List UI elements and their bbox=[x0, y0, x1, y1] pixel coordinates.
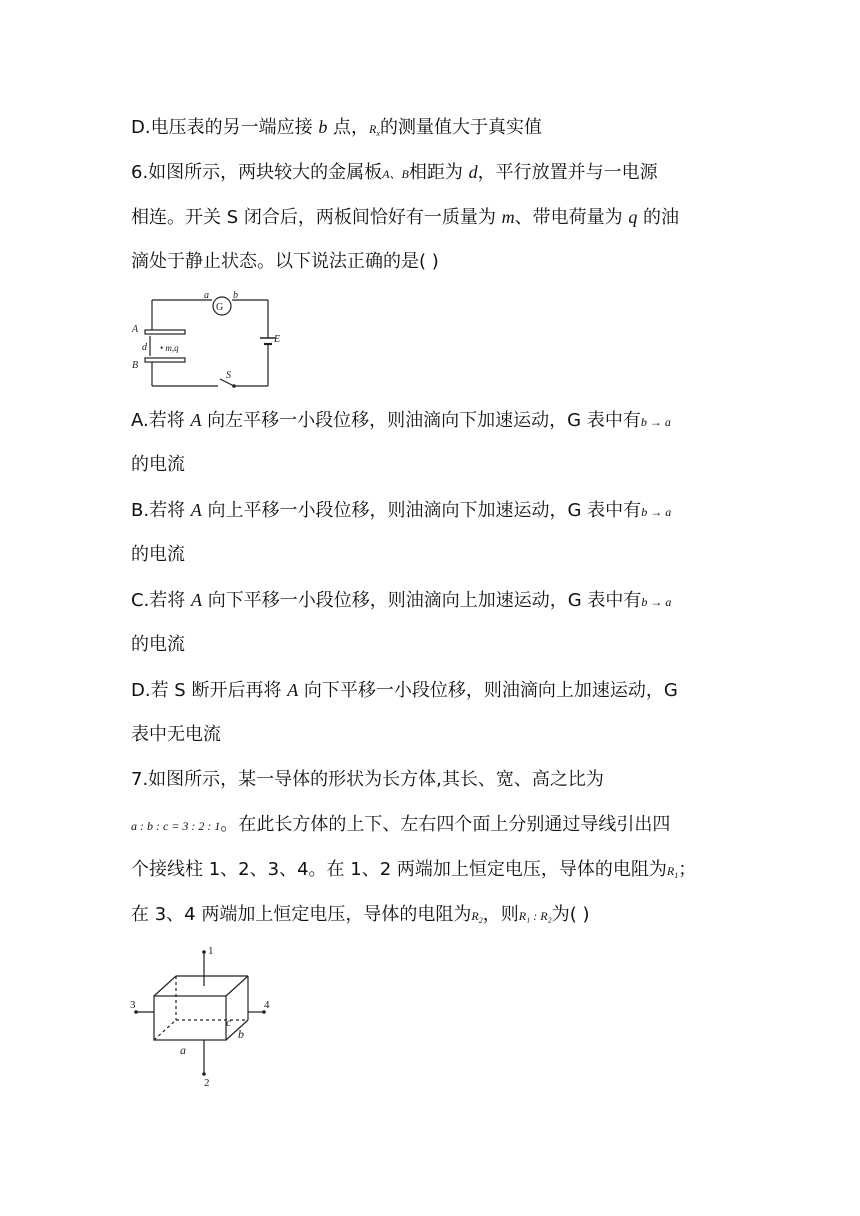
label-a: a bbox=[204, 290, 209, 301]
edge-a-label: a bbox=[180, 1043, 186, 1057]
current-direction: b → a bbox=[641, 505, 672, 519]
terminal-3-label: 3 bbox=[130, 999, 136, 1011]
terminal-2-label: 2 bbox=[204, 1077, 210, 1089]
capacitor-circuit-figure bbox=[128, 286, 288, 394]
q6-option-b-cont: 的电流 bbox=[131, 544, 185, 565]
label-droplet: • m,q bbox=[160, 343, 179, 353]
q6-option-b: B.若将 A 向上平移一小段位移，则油滴向下加速运动，G 表中有b → a bbox=[131, 500, 672, 521]
ratio-r1-r2: R₁ : R₂ bbox=[518, 909, 552, 923]
q7-stem-line3: 个接线柱 1、2、3、4。在 1、2 两端加上恒定电压，导体的电阻为$R_1$； bbox=[131, 859, 697, 880]
label-plate-b: B bbox=[132, 360, 139, 371]
text: 的测量值大于真实值 bbox=[379, 117, 542, 138]
q6-stem-line1: 6.如图所示，两块较大的金属板A、B相距为 d，平行放置并与一电源 bbox=[131, 162, 658, 183]
edge-b-label: b bbox=[238, 1027, 244, 1041]
label-b: b bbox=[233, 290, 238, 301]
label-d: d bbox=[142, 342, 147, 353]
terminal-4-label: 4 bbox=[264, 999, 270, 1011]
label-s: S bbox=[226, 370, 231, 381]
q6-option-c: C.若将 A 向下平移一小段位移，则油滴向上加速运动，G 表中有b → a bbox=[131, 590, 672, 611]
q5-option-d bbox=[131, 115, 542, 146]
label-g: G bbox=[216, 302, 224, 313]
q7-stem-line1: 7.如图所示，某一导体的形状为长方体,其长、宽、高之比为 bbox=[131, 769, 604, 790]
q6-option-d: D.若 S 断开后再将 A 向下平移一小段位移，则油滴向上加速运动，G bbox=[131, 680, 678, 701]
label-e: E bbox=[274, 334, 281, 345]
q6-option-a-cont: 的电流 bbox=[131, 454, 185, 475]
q7-stem-line2: a : b : c = 3 : 2 : 1。在此长方体的上下、左右四个面上分别通过导线引出四 bbox=[131, 814, 671, 835]
terminal-1-label: 1 bbox=[208, 945, 214, 957]
text: D.电压表的另一端应接 bbox=[131, 117, 319, 138]
current-direction: b → a bbox=[640, 415, 671, 429]
q6-option-a: A.若将 A 向左平移一小段位移，则油滴向下加速运动，G 表中有b → a bbox=[131, 410, 671, 431]
ratio-abc: a : b : c = 3 : 2 : 1 bbox=[131, 819, 221, 833]
cuboid-conductor-figure bbox=[128, 940, 278, 1090]
q6-stem-line3: 滴处于静止状态。以下说法正确的是( ) bbox=[131, 251, 439, 272]
q7-stem-line4: 在 3、4 两端加上恒定电压，导体的电阻为$R_2$，则R₁ : R₂为( ) bbox=[131, 904, 590, 925]
q6-option-c-cont: 的电流 bbox=[131, 634, 185, 655]
q6-option-d-cont: 表中无电流 bbox=[131, 724, 221, 745]
text: 点， bbox=[327, 117, 370, 138]
current-direction: b → a bbox=[641, 595, 672, 609]
var-ab: A、B bbox=[382, 167, 409, 181]
var-rx: $R_x$ bbox=[369, 122, 380, 138]
q6-stem-line2: 相连。开关 S 闭合后，两板间恰好有一质量为 m、带电荷量为 q 的油 bbox=[131, 207, 680, 228]
label-plate-a: A bbox=[132, 324, 139, 335]
var-b: b bbox=[318, 117, 328, 137]
edge-c-label: c bbox=[226, 1015, 232, 1029]
